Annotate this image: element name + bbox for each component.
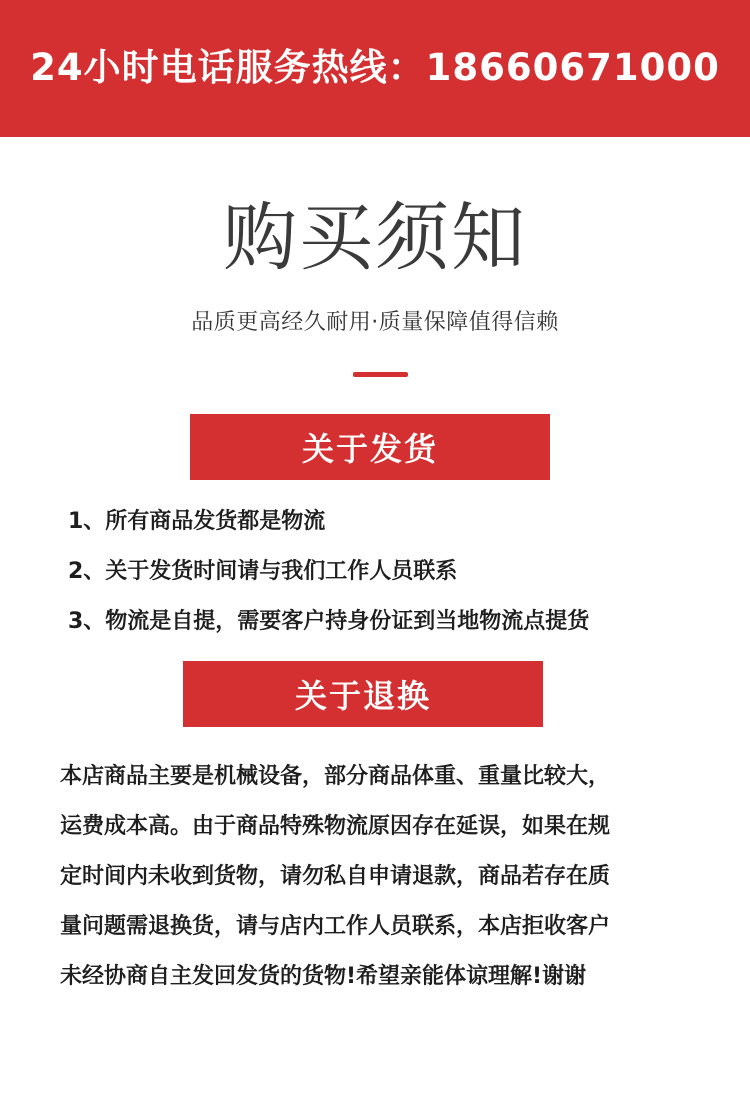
title-divider xyxy=(353,372,408,377)
shipping-section-banner xyxy=(190,414,550,480)
paragraph-line: 未经协商自主发回发货的货物!希望亲能体谅理解!谢谢 xyxy=(60,964,587,989)
paragraph-line: 量问题需退换货，请与店内工作人员联系，本店拒收客户 xyxy=(60,914,611,939)
page-title: 购买须知 xyxy=(223,195,527,281)
returns-paragraph xyxy=(60,754,610,1004)
shipping-heading: 关于发货 xyxy=(301,430,438,468)
paragraph-line: 运费成本高。由于商品特殊物流原因存在延误，如果在规 xyxy=(60,814,611,839)
returns-section-banner xyxy=(183,661,543,727)
hotline-text: 24小时电话服务热线：18660671000 xyxy=(30,45,720,89)
paragraph-line: 定时间内未收到货物，请勿私自申请退款，商品若存在质 xyxy=(60,864,611,889)
returns-heading: 关于退换 xyxy=(294,677,431,715)
page-subtitle: 品质更高经久耐用·质量保障值得信赖 xyxy=(191,310,559,335)
list-item: 2、关于发货时间请与我们工作人员联系 xyxy=(68,559,458,584)
shipping-list xyxy=(68,504,589,654)
list-item: 1、所有商品发货都是物流 xyxy=(68,509,326,534)
paragraph-line: 本店商品主要是机械设备，部分商品体重、重量比较大， xyxy=(60,764,611,789)
hotline-banner xyxy=(0,0,750,137)
list-item: 3、物流是自提，需要客户持身份证到当地物流点提货 xyxy=(68,609,590,634)
